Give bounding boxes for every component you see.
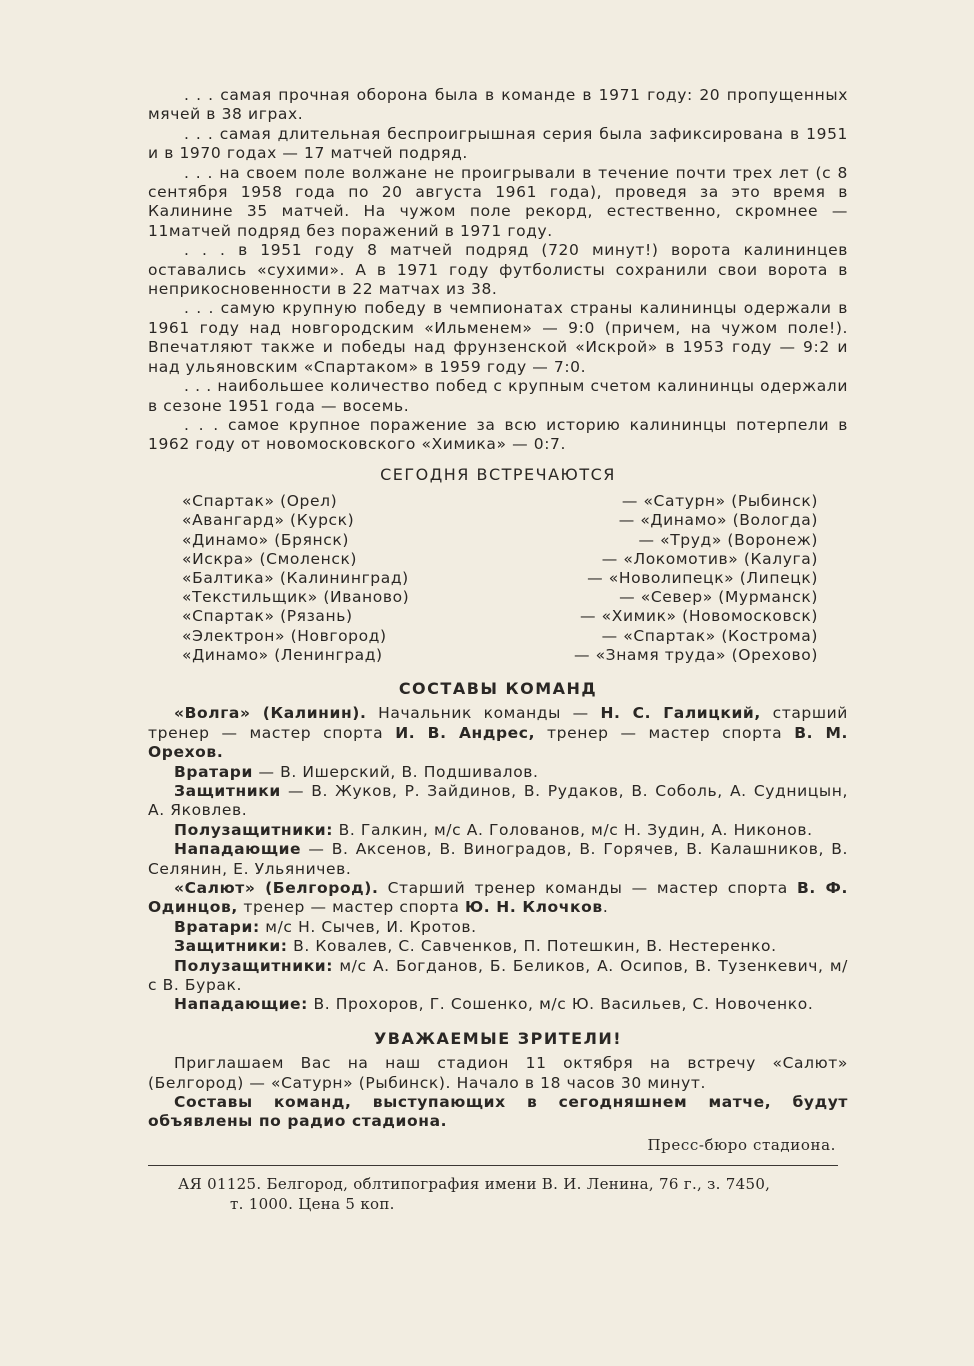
match-row xyxy=(182,511,818,530)
players: м/с Н. Сычев, И. Кротов. xyxy=(259,917,477,936)
press-bureau-signature: Пресс-бюро стадиона. xyxy=(647,1135,836,1154)
home-team: «Динамо» (Ленинград) xyxy=(182,645,383,664)
away-team: — «Труд» (Воронеж) xyxy=(638,530,818,549)
footer-divider xyxy=(148,1165,838,1166)
salyut-staff xyxy=(148,879,848,918)
away-team: — «Химик» (Новомосковск) xyxy=(580,607,818,626)
players: В. Ковалев, С. Савченков, П. Потешкин, В. Нестеренко. xyxy=(287,937,777,956)
salyut-lineup xyxy=(148,879,848,1015)
match-row xyxy=(182,646,818,665)
away-team: — «Север» (Мурманск) xyxy=(619,588,818,607)
matches-list xyxy=(182,492,818,665)
staff-text: тренер — мастер спорта xyxy=(237,898,465,917)
players: — В. Аксенов, В. Виноградов, В. Горячев, В. Калашников, В. Селянин, Е. Ульяничев. xyxy=(148,840,848,878)
position-label: Нападающие: xyxy=(174,995,308,1014)
home-team: «Спартак» (Рязань) xyxy=(182,607,353,626)
printer-imprint xyxy=(148,1174,848,1214)
away-team: — «Динамо» (Вологда) xyxy=(618,511,818,530)
defenders-line xyxy=(148,937,848,956)
fact-paragraph: . . . самую крупную победу в чемпионатах страны калининцы одержали в 1961 году над новгородским «Ильменем» — 9:0 (причем, на чужом поле!). Впечатляют также и победы над фрунзенской «Искрой» в 1953 году — 9:2 и над ульяновским «Спартаком» в 1959 году — 7:0. xyxy=(148,299,848,376)
fact-paragraph: . . . на своем поле волжане не проигрывали в течение почти трех лет (с 8 сентября 1958 года по 20 августа 1961 года), проведя за это время в Калинине 35 матчей. На чужом поле рекорд, естественно, скромнее — 11матчей подряд без поражений в 1971 году. xyxy=(148,163,848,240)
spectators-heading: УВАЖАЕМЫЕ ЗРИТЕЛИ! xyxy=(373,1028,623,1048)
match-row xyxy=(182,550,818,569)
forwards-line xyxy=(148,995,848,1014)
team-name: «Салют» (Белгород). xyxy=(174,879,379,898)
imprint-line: АЯ 01125. Белгород, облтипография имени В. И. Ленина, 76 г., з. 7450, xyxy=(178,1175,771,1194)
staff-text: Старший тренер команды — мастер спорта xyxy=(378,879,798,898)
staff-text: тренер — мастер спорта xyxy=(535,723,795,742)
away-team: — «Новолипецк» (Липецк) xyxy=(587,568,818,587)
position-label: Защитники: xyxy=(174,937,288,956)
match-row xyxy=(182,569,818,588)
fact-paragraph: . . . наибольшее количество побед с крупным счетом калининцы одержали в сезоне 1951 года — восемь. xyxy=(148,377,848,415)
away-team: — «Локомотив» (Калуга) xyxy=(601,549,818,568)
away-team: — «Сатурн» (Рыбинск) xyxy=(621,492,818,511)
facts-section xyxy=(148,86,848,455)
midfielders-line xyxy=(148,821,848,840)
defenders-line xyxy=(148,782,848,821)
coach-name: Ю. Н. Клочков xyxy=(464,898,603,917)
home-team: «Балтика» (Калининград) xyxy=(182,568,409,587)
senior-coach-name: В. Ф. Одинцов, xyxy=(148,879,849,917)
position-label: Защитники xyxy=(174,781,281,800)
lineups-heading: СОСТАВЫ КОМАНД xyxy=(398,678,598,698)
goalkeepers-line xyxy=(148,918,848,937)
today-heading: СЕГОДНЯ ВСТРЕЧАЮТСЯ xyxy=(380,464,616,484)
volga-staff xyxy=(148,704,848,762)
team-name: «Волга» (Калинин). xyxy=(174,704,367,723)
players: м/с А. Богданов, Б. Беликов, А. Осипов, В. Тузенкевич, м/с В. Бурак. xyxy=(148,956,848,995)
match-row xyxy=(182,531,818,550)
midfielders-line xyxy=(148,957,848,996)
match-row xyxy=(182,492,818,511)
position-label: Нападающие xyxy=(174,840,302,859)
imprint-line: т. 1000. Цена 5 коп. xyxy=(230,1195,395,1214)
home-team: «Спартак» (Орел) xyxy=(182,492,338,511)
announcement-text: Составы команд, выступающих в сегодняшнем матче, будут объявлены по радио стадиона. xyxy=(148,1093,848,1131)
goalkeepers-line xyxy=(148,763,848,782)
fact-paragraph: . . . самая длительная беспроигрышная серия была зафиксирована в 1951 и в 1970 годах — 17 матчей подряд. xyxy=(148,124,848,163)
staff-text: старший тренер — мастер спорта xyxy=(148,704,848,742)
home-team: «Электрон» (Новгород) xyxy=(182,626,387,645)
players: В. Прохоров, Г. Сошенко, м/с Ю. Васильев, С. Новоченко. xyxy=(307,995,814,1014)
volga-lineup xyxy=(148,704,848,879)
position-label: Вратари: xyxy=(174,917,260,936)
senior-coach-name: И. В. Андрес, xyxy=(395,723,536,742)
match-row xyxy=(182,607,818,626)
position-label: Вратари xyxy=(174,762,253,781)
staff-text: . xyxy=(602,898,609,917)
players: — В. Жуков, Р. Зайдинов, В. Рудаков, В. Соболь, А. Судницын, А. Яковлев. xyxy=(148,781,848,820)
home-team: «Динамо» (Брянск) xyxy=(182,530,349,549)
coach-name: В. М. Орехов. xyxy=(148,723,849,762)
match-row xyxy=(182,627,818,646)
home-team: «Авангард» (Курск) xyxy=(182,511,355,530)
staff-text: Начальник команды — xyxy=(366,704,601,723)
position-label: Полузащитники: xyxy=(174,956,334,975)
home-team: «Текстильщик» (Иваново) xyxy=(182,588,410,607)
match-row xyxy=(182,588,818,607)
home-team: «Искра» (Смоленск) xyxy=(182,549,358,568)
invitation-text: Приглашаем Вас на наш стадион 11 октября на встречу «Салют» (Белгород) — «Сатурн» (Рыбинск). Начало в 18 часов 30 минут. xyxy=(148,1054,848,1092)
players: — В. Ишерский, В. Подшивалов. xyxy=(252,762,539,781)
page-content xyxy=(148,86,848,1214)
fact-paragraph: . . . в 1951 году 8 матчей подряд (720 минут!) ворота калининцев оставались «сухими». А в 1971 году футболисты сохранили свои ворота в неприкосновенности в 22 матчах из 38. xyxy=(148,241,848,299)
fact-paragraph: . . . самое крупное поражение за всю историю калининцы потерпели в 1962 году от новомосковского «Химика» — 0:7. xyxy=(148,415,848,454)
position-label: Полузащитники: xyxy=(174,820,334,839)
away-team: — «Спартак» (Кострома) xyxy=(601,626,818,645)
players: В. Галкин, м/с А. Голованов, м/с Н. Зудин, А. Никонов. xyxy=(333,820,813,839)
away-team: — «Знамя труда» (Орехово) xyxy=(573,645,818,664)
chief-name: Н. С. Галицкий, xyxy=(600,704,761,723)
fact-paragraph: . . . самая прочная оборона была в команде в 1971 году: 20 пропущенных мячей в 38 играх. xyxy=(148,86,848,124)
forwards-line xyxy=(148,840,848,879)
